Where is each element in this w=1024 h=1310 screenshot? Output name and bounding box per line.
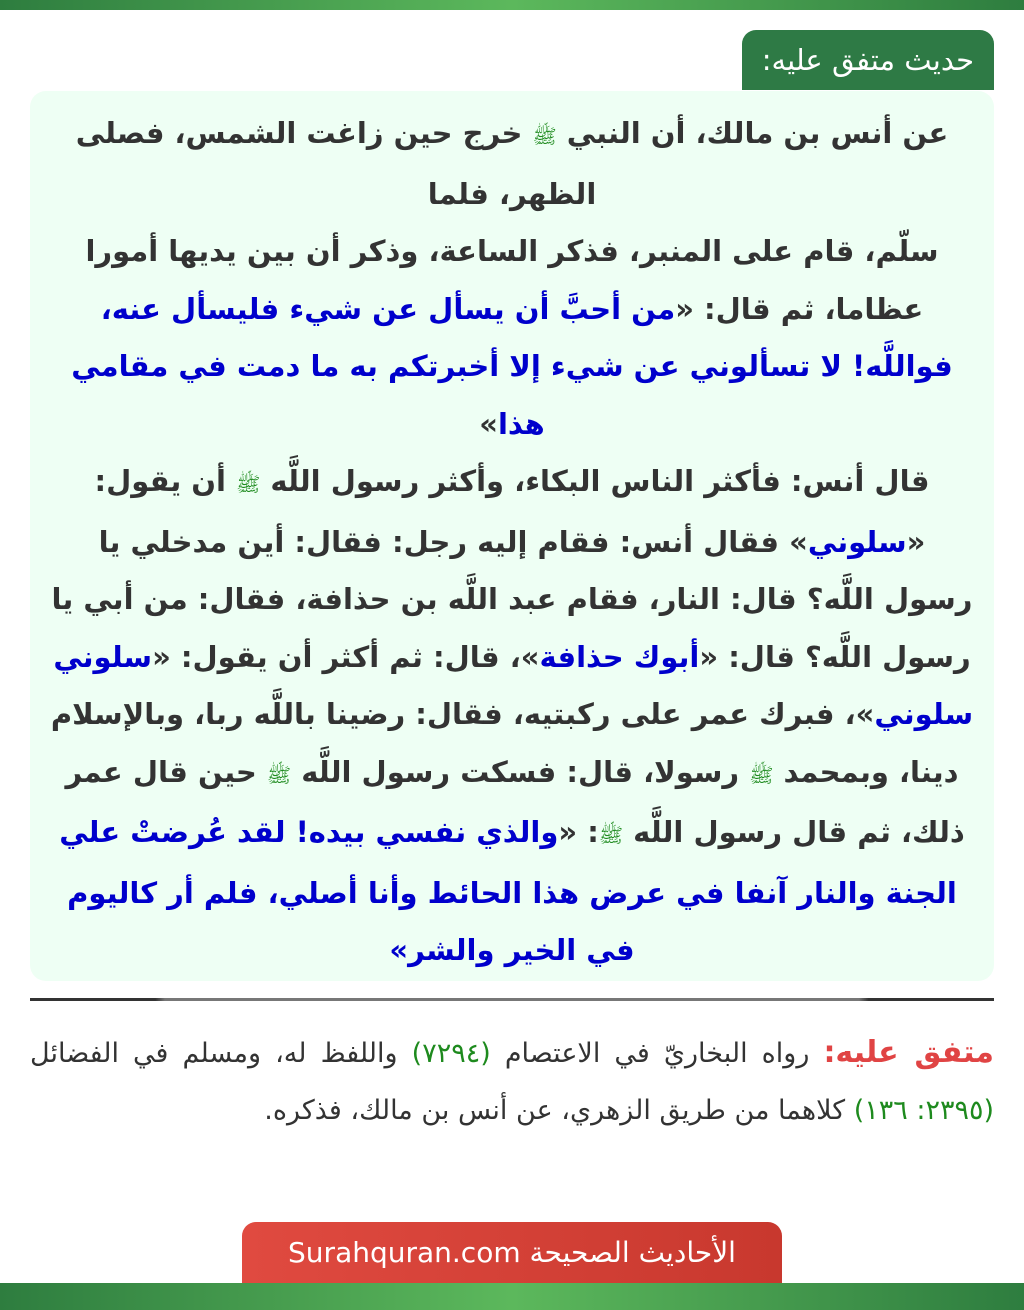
prophet-quote: أبوك حذافة <box>539 639 700 674</box>
site-footer-badge: الأحاديث الصحيحة Surahquran.com <box>242 1222 782 1283</box>
hadith-narration: قال أنس: فأكثر الناس البكاء، وأكثر رسول اللَّه <box>260 464 930 498</box>
hadith-narration: رسولا، قال: فسكت رسول اللَّه <box>291 754 750 789</box>
hadith-text <box>50 105 974 980</box>
prophet-quote: سلوني <box>807 524 907 559</box>
quote-mark: » <box>479 406 498 441</box>
hadith-narration: أن يقول: « <box>94 464 926 559</box>
prophet-quote: من أحبَّ أن يسأل عن شيء فليسأل عنه، فواللَّه! لا تسألوني عن شيء إلا أخبرتكم به ما دمت في مقامي هذا <box>71 291 953 441</box>
hadith-narration: عن أنس بن مالك، أن النبي <box>556 116 949 150</box>
salawat-icon: ﷺ <box>532 124 557 148</box>
source-label: متفق عليه: <box>823 1035 994 1070</box>
hadith-narration: : « <box>558 815 599 849</box>
source-text: رواه البخاريّ في الاعتصام <box>490 1038 824 1069</box>
muslim-reference: (٢٣٩٥: ١٣٦) <box>853 1095 994 1126</box>
hadith-narration: » فقال أنس: فقام إليه رجل: فقال: أين مدخلي يا رسول اللَّه؟ قال: النار، فقام عبد اللَّه بن حذافة، فقال: من أبي يا رسول اللَّه؟ قال: « <box>51 524 973 674</box>
bukhari-reference: (٧٢٩٤) <box>411 1038 491 1069</box>
quote-mark: » <box>389 933 409 967</box>
hadith-box <box>30 91 994 981</box>
salawat-icon: ﷺ <box>236 472 261 496</box>
source-citation <box>30 1024 994 1139</box>
hadith-narration: سلّم، قام على المنبر، فذكر الساعة، وذكر أن بين يديها أمورا عظاما، ثم قال: « <box>85 234 939 326</box>
hadith-narration: »، قال: ثم أكثر أن يقول: « <box>152 639 540 674</box>
salawat-icon: ﷺ <box>598 823 624 847</box>
source-text: واللفظ له، ومسلم في الفضائل <box>30 1038 412 1069</box>
top-decorative-bar <box>0 0 1024 10</box>
prophet-quote: سلوني سلوني <box>53 639 974 731</box>
hadith-title-badge: حديث متفق عليه: <box>742 30 994 90</box>
prophet-quote: والذي نفسي بيده! لقد عُرضتْ علي الجنة والنار آنفا في عرض هذا الحائط وأنا أصلي، فلم أر كاليوم في الخير والشر <box>59 815 957 967</box>
salawat-icon: ﷺ <box>749 762 774 787</box>
hadith-narration: خرج حين زاغت الشمس، فصلى الظهر، فلما <box>75 116 597 211</box>
source-text: كلاهما من طريق الزهري، عن أنس بن مالك، فذكره. <box>264 1095 854 1126</box>
salawat-icon: ﷺ <box>266 762 292 787</box>
hadith-narration: حين قال عمر ذلك، ثم قال رسول اللَّه <box>65 754 965 849</box>
bottom-decorative-bar <box>0 1283 1024 1310</box>
hadith-narration: »، فبرك عمر على ركبتيه، فقال: رضينا باللَّه ربا، وبالإسلام دينا، وبمحمد <box>50 697 959 789</box>
section-divider <box>30 998 994 1001</box>
